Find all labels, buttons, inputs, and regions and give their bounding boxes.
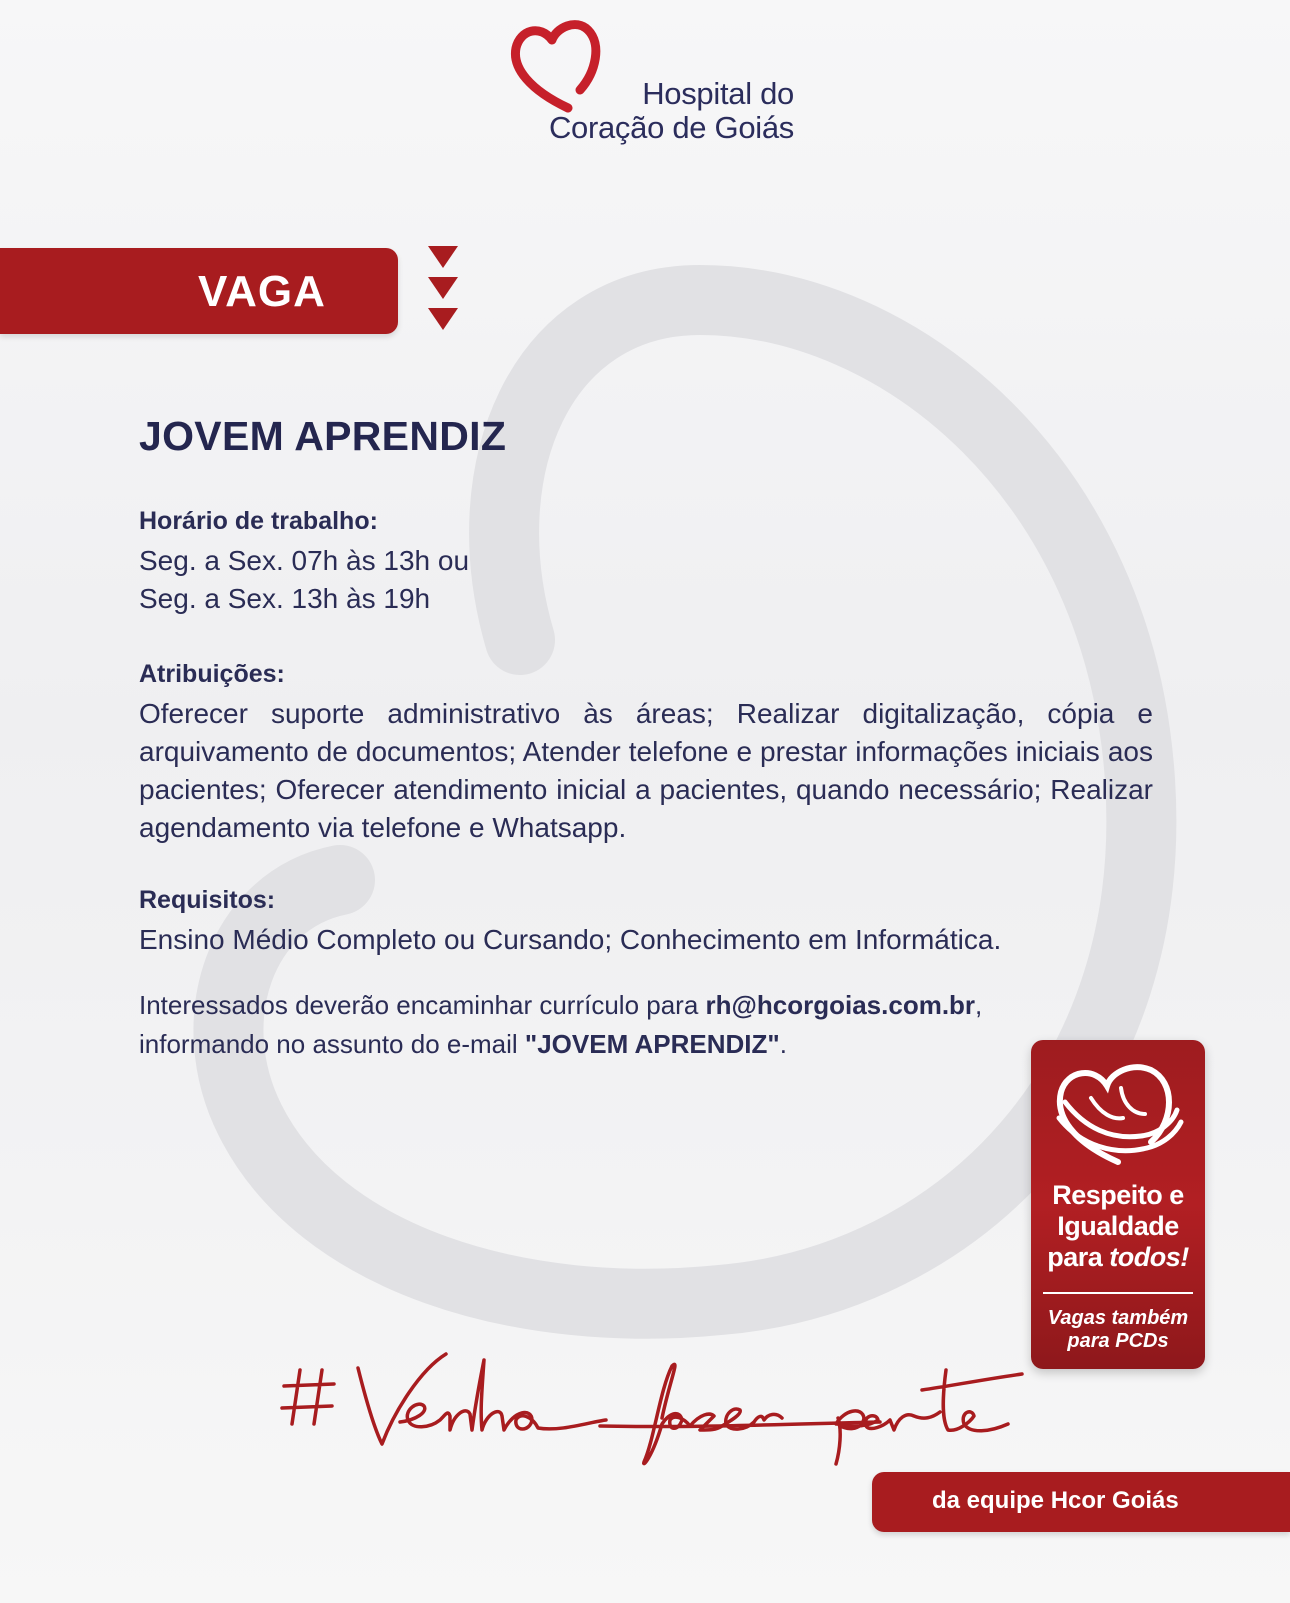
requirements-section (139, 886, 1153, 959)
contact-subject: "JOVEM APRENDIZ" (524, 1029, 780, 1059)
requirements-text: Ensino Médio Completo ou Cursando; Conhecimento em Informática. (139, 924, 1002, 955)
team-banner (872, 1472, 1290, 1532)
hospital-name (524, 77, 794, 145)
contact-section (139, 986, 1153, 1064)
contact-post: , (975, 990, 983, 1020)
requirements-label: Requisitos: (139, 886, 276, 914)
schedule-line-1: Seg. a Sex. 07h às 13h ou (139, 545, 470, 576)
equality-badge (1031, 1040, 1205, 1369)
badge-headline (1031, 1180, 1205, 1273)
heart-hug-icon (1051, 1058, 1185, 1168)
badge-divider (1043, 1292, 1193, 1294)
contact-line2-pre: informando no assunto do e-mail (139, 1029, 525, 1059)
badge-sub-1: Vagas também (1047, 1307, 1189, 1329)
badge-line-1: Respeito e (1052, 1180, 1184, 1210)
contact-line-2 (139, 1025, 1153, 1064)
duties-section (139, 660, 1153, 847)
arrow-down-icon (428, 308, 458, 330)
vaga-banner (0, 248, 398, 334)
hospital-name-line1: Hospital do (642, 76, 794, 111)
badge-subtext (1031, 1307, 1205, 1353)
vaga-label: VAGA (198, 267, 326, 316)
schedule-label: Horário de trabalho: (139, 507, 378, 535)
hospital-logo (510, 20, 800, 150)
contact-email[interactable]: rh@hcorgoias.com.br (705, 990, 976, 1020)
job-title: JOVEM APRENDIZ (139, 413, 507, 459)
duties-text: Oferecer suporte administrativo às áreas; Realizar digitalização, cópia e arquivamento de documentos; Atender telefone e prestar informações iniciais aos pacientes; Oferecer atendimento inicial a pacientes, quando necessário; Realizar agendamento via telefone e Whatsapp. (139, 698, 1153, 843)
badge-line-3-pre: para (1047, 1242, 1110, 1272)
schedule-line-2: Seg. a Sex. 13h às 19h (139, 583, 431, 614)
team-label: da equipe Hcor Goiás (932, 1487, 1179, 1514)
venha-fazer-parte-script (270, 1340, 1050, 1470)
contact-line-1 (139, 986, 1153, 1025)
badge-line-2: Igualdade (1057, 1211, 1179, 1241)
badge-sub-2: para PCDs (1067, 1330, 1169, 1352)
arrows-down-icon (428, 246, 458, 339)
contact-pre: Interessados deverão encaminhar currículo para (139, 990, 706, 1020)
arrow-down-icon (428, 277, 458, 299)
hospital-name-line2: Coração de Goiás (548, 110, 794, 145)
arrow-down-icon (428, 246, 458, 268)
duties-label: Atribuições: (139, 660, 285, 688)
badge-line-3 (1031, 1242, 1205, 1273)
contact-line2-post: . (779, 1029, 787, 1059)
badge-line-3-em: todos! (1109, 1242, 1189, 1272)
schedule-section (139, 507, 1153, 618)
